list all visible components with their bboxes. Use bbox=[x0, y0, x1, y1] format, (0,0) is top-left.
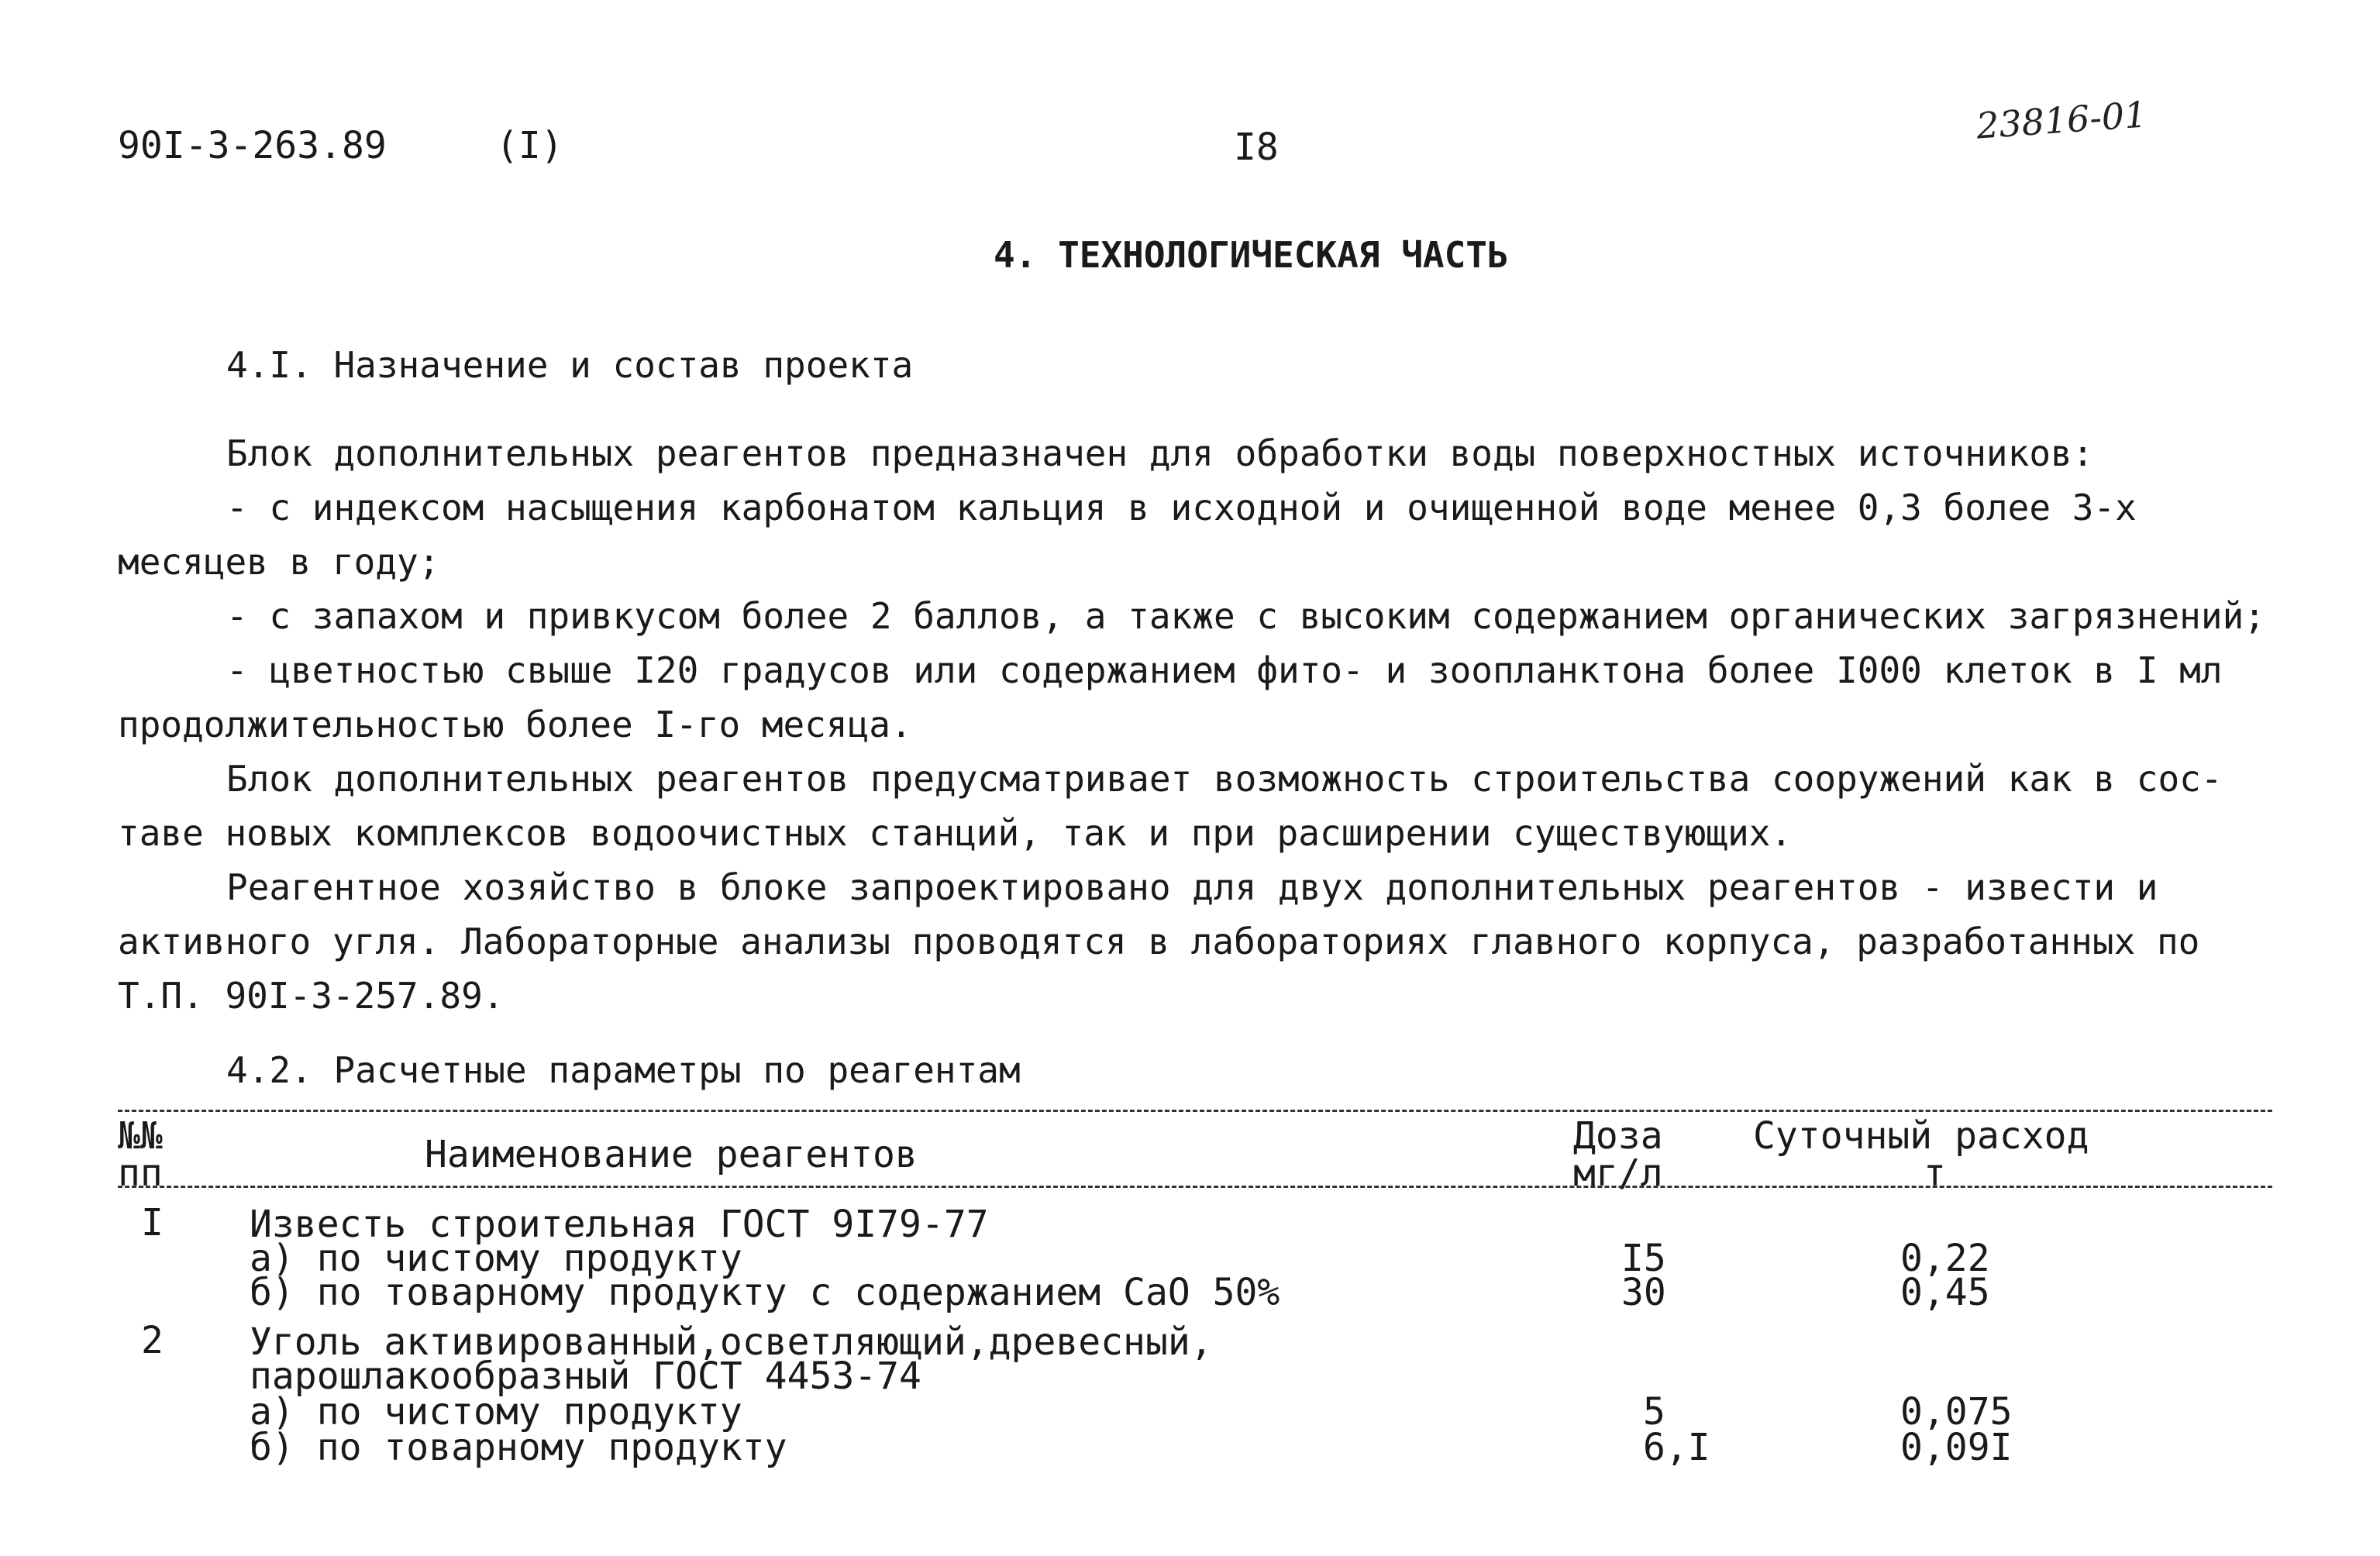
paragraph-line: - с индексом насыщения карбонатом кальция в исходной и очищенной воде менее 0,3 более 3-х bbox=[226, 487, 2137, 528]
reagent-name: Известь строительная ГОСТ 9I79-77 bbox=[250, 1203, 989, 1246]
reagent-daily: 0,22 bbox=[1900, 1237, 1990, 1280]
reagent-daily: 0,45 bbox=[1900, 1271, 1990, 1314]
header-number: №№ bbox=[118, 1114, 163, 1158]
reagent-item-label: б) по товарному продукту с содержанием СаО 50% bbox=[250, 1271, 1280, 1314]
reagent-name: Уголь активированный,осветляющий,древесный, bbox=[250, 1320, 1213, 1364]
reagent-name-cont: парошлакообразный ГОСТ 4453-74 bbox=[250, 1355, 921, 1398]
paragraph-line: активного угля. Лабораторные анализы проводятся в лабораториях главного корпуса, разработанных по bbox=[118, 921, 2200, 962]
reagent-dose: 5 bbox=[1643, 1390, 1665, 1434]
header-daily-consumption: Суточный расход bbox=[1753, 1114, 2089, 1158]
paragraph-line: месяцев в году; bbox=[118, 541, 440, 583]
page-number: I8 bbox=[1234, 126, 1279, 169]
row-number: 2 bbox=[141, 1319, 164, 1362]
handwritten-inventory-number: 23816-01 bbox=[1975, 93, 2149, 147]
paragraph-line: продолжительностью более I-го месяца. bbox=[118, 704, 912, 745]
section-title: 4. ТЕХНОЛОГИЧЕСКАЯ ЧАСТЬ bbox=[994, 234, 1509, 276]
reagent-item-label: а) по чистому продукту bbox=[250, 1390, 742, 1434]
paragraph-line: Реагентное хозяйство в блоке запроектировано для двух дополнительных реагентов - извести и bbox=[226, 866, 2158, 908]
header-dose-unit: мг/л bbox=[1573, 1152, 1663, 1195]
album-number: (I) bbox=[496, 124, 563, 167]
reagent-daily: 0,075 bbox=[1900, 1390, 2013, 1434]
header-daily-unit: т bbox=[1924, 1152, 1946, 1195]
paragraph-line: - цветностью свыше I20 градусов или содержанием фито- и зоопланктона более I000 клеток в I мл bbox=[226, 649, 2223, 691]
reagent-dose: 6,I bbox=[1643, 1426, 1710, 1469]
subsection-title-4-1: 4.I. Назначение и состав проекта bbox=[226, 344, 914, 386]
table-top-rule bbox=[118, 1110, 2272, 1112]
table-header-rule bbox=[118, 1186, 2272, 1188]
reagent-dose: 30 bbox=[1621, 1271, 1666, 1314]
paragraph-line: таве новых комплексов водоочистных станций, так и при расширении существующих. bbox=[118, 812, 1793, 854]
paragraph-line: Блок дополнительных реагентов предназначен для обработки воды поверхностных источников: bbox=[226, 432, 2094, 474]
paragraph-line: Т.П. 90I-3-257.89. bbox=[118, 975, 505, 1017]
subsection-title-4-2: 4.2. Расчетные параметры по реагентам bbox=[226, 1049, 1021, 1091]
header-number-sub: пп bbox=[118, 1152, 163, 1195]
paragraph-line: - с запахом и привкусом более 2 баллов, а также с высоким содержанием органических загрязнений; bbox=[226, 595, 2265, 637]
header-dose: Доза bbox=[1573, 1114, 1663, 1158]
document-code: 90I-3-263.89 bbox=[118, 124, 387, 167]
row-number: I bbox=[141, 1201, 164, 1244]
reagent-item-label: а) по чистому продукту bbox=[250, 1237, 742, 1280]
header-reagent-name: Наименование реагентов bbox=[425, 1133, 918, 1176]
reagent-dose: I5 bbox=[1621, 1237, 1666, 1280]
paragraph-line: Блок дополнительных реагентов предусматривает возможность строительства сооружений как в сос- bbox=[226, 758, 2223, 800]
reagent-item-label: б) по товарному продукту bbox=[250, 1426, 787, 1469]
reagent-daily: 0,09I bbox=[1900, 1426, 2013, 1469]
